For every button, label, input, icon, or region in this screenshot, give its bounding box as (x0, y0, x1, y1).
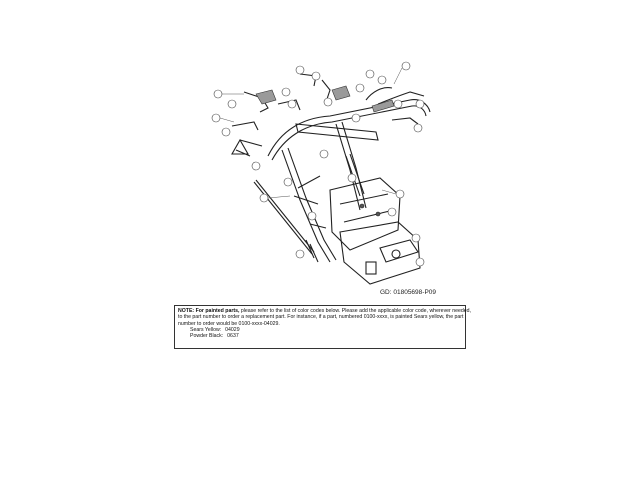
handle-left-arm (282, 148, 336, 262)
shaft (306, 240, 318, 262)
control-rod (254, 180, 314, 254)
color-code: 0637 (227, 333, 239, 340)
color-name: Sears Yellow: (190, 326, 222, 333)
callout-bubbles (212, 62, 424, 266)
handle-right-arm (336, 122, 366, 210)
base-housing (340, 222, 420, 284)
note-line-2: to the part number to order a replacement part. For instance, if a part, numbered 0100-xxxx, is painted Sears yellow, the part (178, 314, 464, 321)
color-code: 04029 (225, 326, 240, 333)
painted-parts-note (174, 305, 471, 349)
note-line-1-text: please refer to the list of color codes below. Please add the applicable color code, wherever needed, (239, 308, 471, 314)
linkage-rods (294, 154, 364, 228)
note-lead: NOTE: (178, 308, 195, 314)
note-bold-phrase: For painted parts, (195, 308, 240, 314)
color-name: Powder Black: (190, 333, 224, 340)
color-code-row (190, 333, 462, 339)
note-line-3: number to order would be 0100-xxxx-04029. (178, 320, 280, 327)
diagram-code: GD: 01805698-P09 (380, 289, 437, 296)
